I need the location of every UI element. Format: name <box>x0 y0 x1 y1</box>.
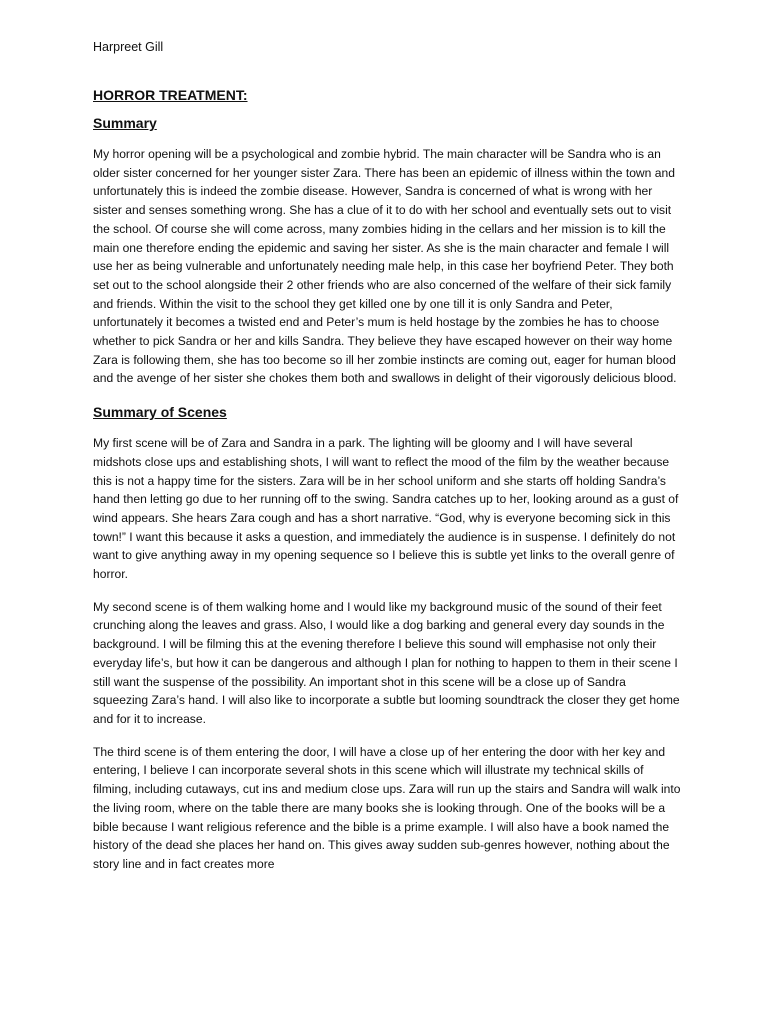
section-summary-of-scenes <box>93 402 683 873</box>
document-page <box>93 38 683 888</box>
section-heading-summary: Summary <box>93 115 157 131</box>
paragraph: My second scene is of them walking home and I would like my background music of the sound of their feet crunching along the leaves and grass. Also, I would like a dog barking and general every day sounds in the background. I will be filming this at the evening therefore I believe this sound will emphasise not only their everyday life’s, but how it can be dangerous and although I plan for nothing to happen to them in their scene I still want the suspense of the possibility. An important shot in this scene will be a close up of Sandra squeezing Zara’s hand. I will also like to incorporate a subtle but looming soundtrack the closer they get home and for it to increase. <box>93 599 680 726</box>
section-heading-summary-of-scenes: Summary of Scenes <box>93 404 227 421</box>
paragraph: My first scene will be of Zara and Sandra in a park. The lighting will be gloomy and I will have several midshots close ups and establishing shots, I will want to reflect the mood of the film by the weather because this is not a happy time for the sisters. Zara will be in her school uniform and she starts off holding Sandra’s hand then letting go due to her running off to the swing. Sandra catches up to her, looking around as a gust of wind appears. She hears Zara cough and has a short narrative. “God, why is everyone becoming sick in this town!” I want this because it asks a question, and immediately the audience is in suspense. I definitely do not want to give anything away in my opening sequence so I believe this is subtle yet links to the overall genre of horror. <box>93 436 679 582</box>
document-title: HORROR TREATMENT: <box>93 87 248 103</box>
paragraph: My horror opening will be a psychological and zombie hybrid. The main character will be Sandra who is an older sister concerned for her younger sister Zara. There has been an epidemic of illness within the town and unfortunately this is indeed the zombie disease. However, Sandra is concerned of what is wrong with her sister and senses something wrong. She has a clue of it to do with her school and eventually sets out to visit the school. Of course she will come across, many zombies hiding in the cellars and her mission is to kill the main one therefore ending the epidemic and saving her sister. As she is the main character and female I will use her as being vulnerable and unfortunately needing male help, in this case her boyfriend Peter. They both set out to the school alongside their 2 other friends who are also concerned of the welfare of their sick family and friends. Within the visit to the school they get killed one by one till it is only Sandra and Peter, unfortunately it becomes a twisted end and Peter’s mum is held hostage by the zombies he has to choose whether to pick Sandra or her and kills Sandra. They believe they have escaped however on their way home Zara is following them, she has too become so ill her zombie instincts are coming out, eager for human blood and the avenge of her sister she chokes them both and swallows in delight of their vigorously delicious blood. <box>93 147 677 386</box>
section-summary <box>93 113 683 388</box>
paragraph: The third scene is of them entering the door, I will have a close up of her entering the door with her key and entering, I believe I can incorporate several shots in this scene which will illustrate my technical skills of filming, including cutaways, cut ins and medium close ups. Zara will run up the stairs and Sandra will walk into the living room, where on the table there are many books she is looking through. One of the books will be a bible because I want religious reference and the bible is a prime example. I will also have a book named the history of the dead she places her hand on. This gives away sudden sub-genres however, nothing about the story line and in fact creates more <box>93 744 681 871</box>
author-name: Harpreet Gill <box>93 40 164 54</box>
